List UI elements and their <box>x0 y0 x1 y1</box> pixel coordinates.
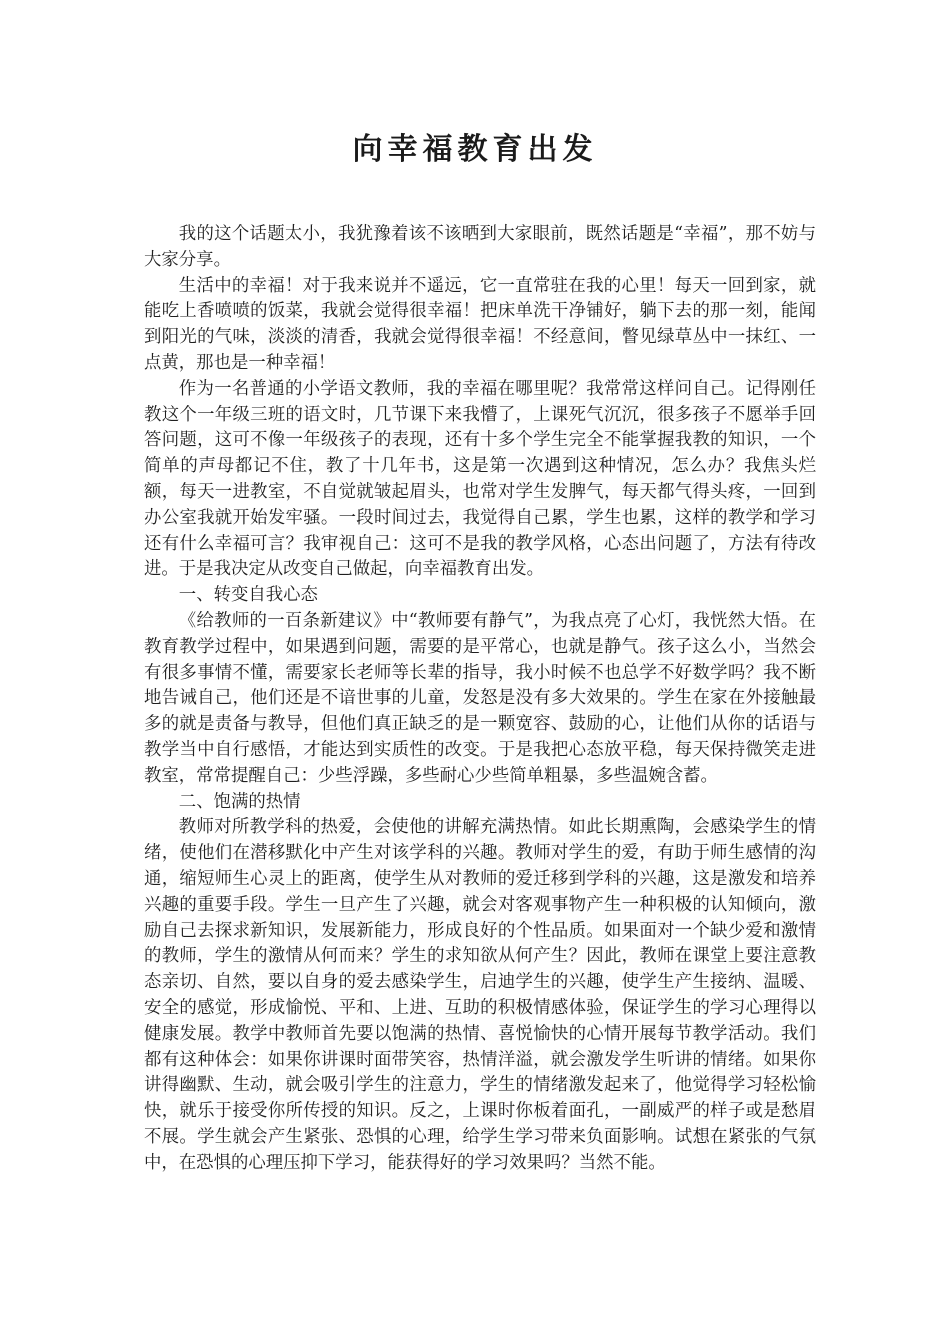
section-text-mindset: 《给教师的一百条新建议》中“教师要有静气”，为我点亮了心灯，我恍然大悟。在教育教学过程中，如果遇到问题，需要的是平常心，也就是静气。孩子这么小，当然会有很多事情不懂，需要家长老师等长辈的指导，我小时候不也总学不好数学吗？我不断地告诫自己，他们还是不谙世事的儿童，发怒是没有多大效果的。学生在家在外接触最多的就是责备与教导，但他们真正缺乏的是一颗宽容、鼓励的心，让他们从你的话语与教学当中自行感悟，才能达到实质性的改变。于是我把心态放平稳，每天保持微笑走进教室，常常提醒自己：少些浮躁，多些耐心少些简单粗暴，多些温婉含蓄。 <box>144 610 816 786</box>
section-heading-mindset: 一、转变自我心态 <box>178 585 318 606</box>
section-heading-enthusiasm: 二、饱满的热情 <box>178 791 301 812</box>
teacher-paragraph: 作为一名普通的小学语文教师，我的幸福在哪里呢？我常常这样问自己。记得刚任教这个一年级三班的语文时，几节课下来我懵了，上课死气沉沉，很多孩子不愿举手回答问题，这可不像一年级孩子的表现，还有十多个学生完全不能掌握我教的知识，一个简单的声母都记不住，教了十几年书，这是第一次遇到这种情况，怎么办？我焦头烂额，每天一进教室，不自觉就皱起眉头，也常对学生发脾气，每天都气得头疼，一回到办公室我就开始发牢骚。一段时间过去，我觉得自己累，学生也累，这样的教学和学习还有什么幸福可言？我审视自己：这可不是我的教学风格，心态出问题了，方法有待改进。于是我决定从改变自己做起，向幸福教育出发。 <box>144 378 816 580</box>
document-title: 向幸福教育出发 <box>352 132 598 167</box>
section-text-enthusiasm: 教师对所教学科的热爱，会使他的讲解充满热情。如此长期熏陶，会感染学生的情绪，使他们在潜移默化中产生对该学科的兴趣。教师对学生的爱，有助于师生感情的沟通，缩短师生心灵上的距离，使学生从对教师的爱迁移到学科的兴趣，这是激发和培养兴趣的重要手段。学生一旦产生了兴趣，就会对客观事物产生一种积极的认知倾向，激励自己去探求新知识，发展新能力，形成良好的个性品质。如果面对一个缺少爱和激情的教师，学生的激情从何而来？学生的求知欲从何产生？因此，教师在课堂上要注意教态亲切、自然，要以自身的爱去感染学生，启迪学生的兴趣，使学生产生接纳、温暖、安全的感觉，形成愉悦、平和、上进、互助的积极情感体验，保证学生的学习心理得以健康发展。教学中教师首先要以饱满的热情、喜悦愉快的心情开展每节教学活动。我们都有这种体会：如果你讲课时面带笑容，热情洋溢，就会激发学生听讲的情绪。如果你讲得幽默、生动，就会吸引学生的注意力，学生的情绪激发起来了，他觉得学习轻松愉快，就乐于接受你所传授的知识。反之，上课时你板着面孔，一副威严的样子或是愁眉不展。学生就会产生紧张、恐惧的心理，给学生学习带来负面影响。试想在紧张的气氛中，在恐惧的心理压抑下学习，能获得好的学习效果吗？当然不能。 <box>144 817 816 1173</box>
document-body <box>144 222 816 1176</box>
happiness-paragraph: 生活中的幸福！对于我来说并不遥远，它一直常驻在我的心里！每天一回到家，就能吃上香喷喷的饭菜，我就会觉得很幸福！把床单洗干净铺好，躺下去的那一刻，能闻到阳光的气味，淡淡的清香，我就会觉得很幸福！不经意间，瞥见绿草丛中一抹红、一点黄，那也是一种幸福！ <box>144 275 816 373</box>
intro-paragraph: 我的这个话题太小，我犹豫着该不该晒到大家眼前，既然话题是“幸福”，那不妨与大家分享。 <box>144 224 816 270</box>
